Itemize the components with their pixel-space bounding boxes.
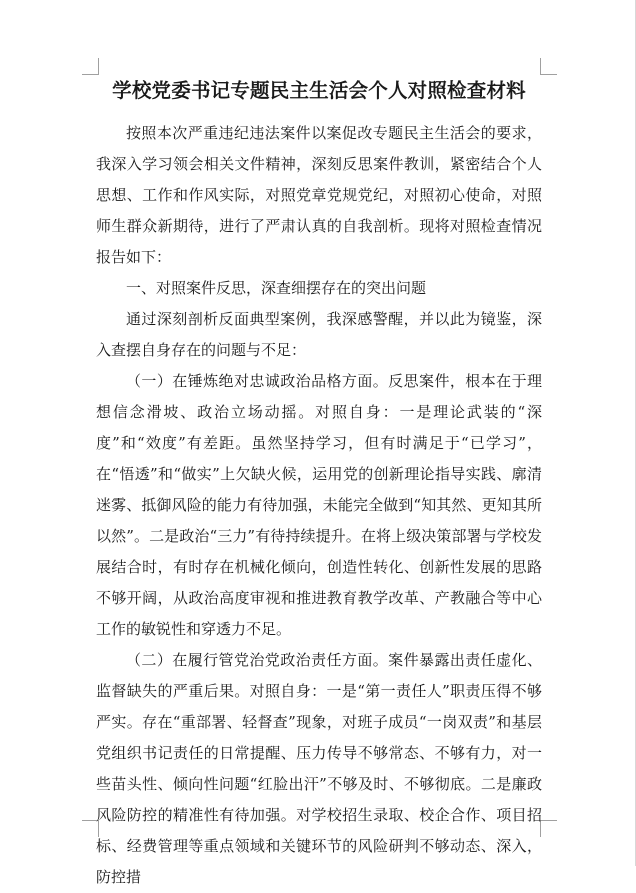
intro-paragraph: 按照本次严重违纪违法案件以案促改专题民主生活会的要求，我深入学习领会相关文件精神，深刻反思案件教训，紧密结合个人思想、工作和作风实际，对照党章党规党纪，对照初心使命，对照师生群众新期待，进行了严肃认真的自我剖析。现将对照检查情况报告如下： bbox=[96, 124, 542, 266]
subsection-2-paragraph: （二）在履行管党治党政治责任方面。案件暴露出责任虚化、监督缺失的严重后果。对照自身：一是“第一责任人”职责压得不够严实。存在“重部署、轻督查”现象，对班子成员“一岗双责”和基层党组织书记责任的日常提醒、压力传导不够常态、不够有力，对一些苗头性、倾向性问题“红脸出汗”不够及时、不够彻底。二是廉政风险防控的精准性有待加强。对学校招生录取、校企合作、项目招标、经费管理等重点领域和关键环节的风险研判不够动态、深入，防控措 bbox=[96, 651, 542, 886]
top-right-margin-mark bbox=[540, 58, 557, 75]
top-left-margin-mark bbox=[82, 58, 99, 75]
document-title: 学校党委书记专题民主生活会个人对照检查材料 bbox=[112, 79, 526, 102]
section-intro-paragraph: 通过深刻剖析反面典型案例，我深感警醒，并以此为镜鉴，深入查摆自身存在的问题与不足： bbox=[96, 310, 542, 359]
section-heading: 一、对照案件反思，深查细摆存在的突出问题 bbox=[126, 279, 427, 297]
subsection-1-paragraph: （一）在锤炼绝对忠诚政治品格方面。反思案件，根本在于理想信念滑坡、政治立场动摇。对照自身：一是理论武装的“深度”和“效度”有差距。虽然坚持学习，但有时满足于“已学习”，在“悟透”和“做实”上欠缺火候，运用党的创新理论指导实践、廓清迷雾、抵御风险的能力有待加强，未能完全做到“知其然、更知其所以然”。二是政治“三力”有待持续提升。在将上级决策部署与学校发展结合时，有时存在机械化倾向，创造性转化、创新性发展的思路不够开阔，从政治高度审视和推进教育教学改革、产教融合等中心工作的敏锐性和穿透力不足。 bbox=[96, 372, 542, 638]
bottom-right-margin-mark bbox=[540, 820, 557, 837]
document-body[interactable] bbox=[96, 76, 542, 893]
